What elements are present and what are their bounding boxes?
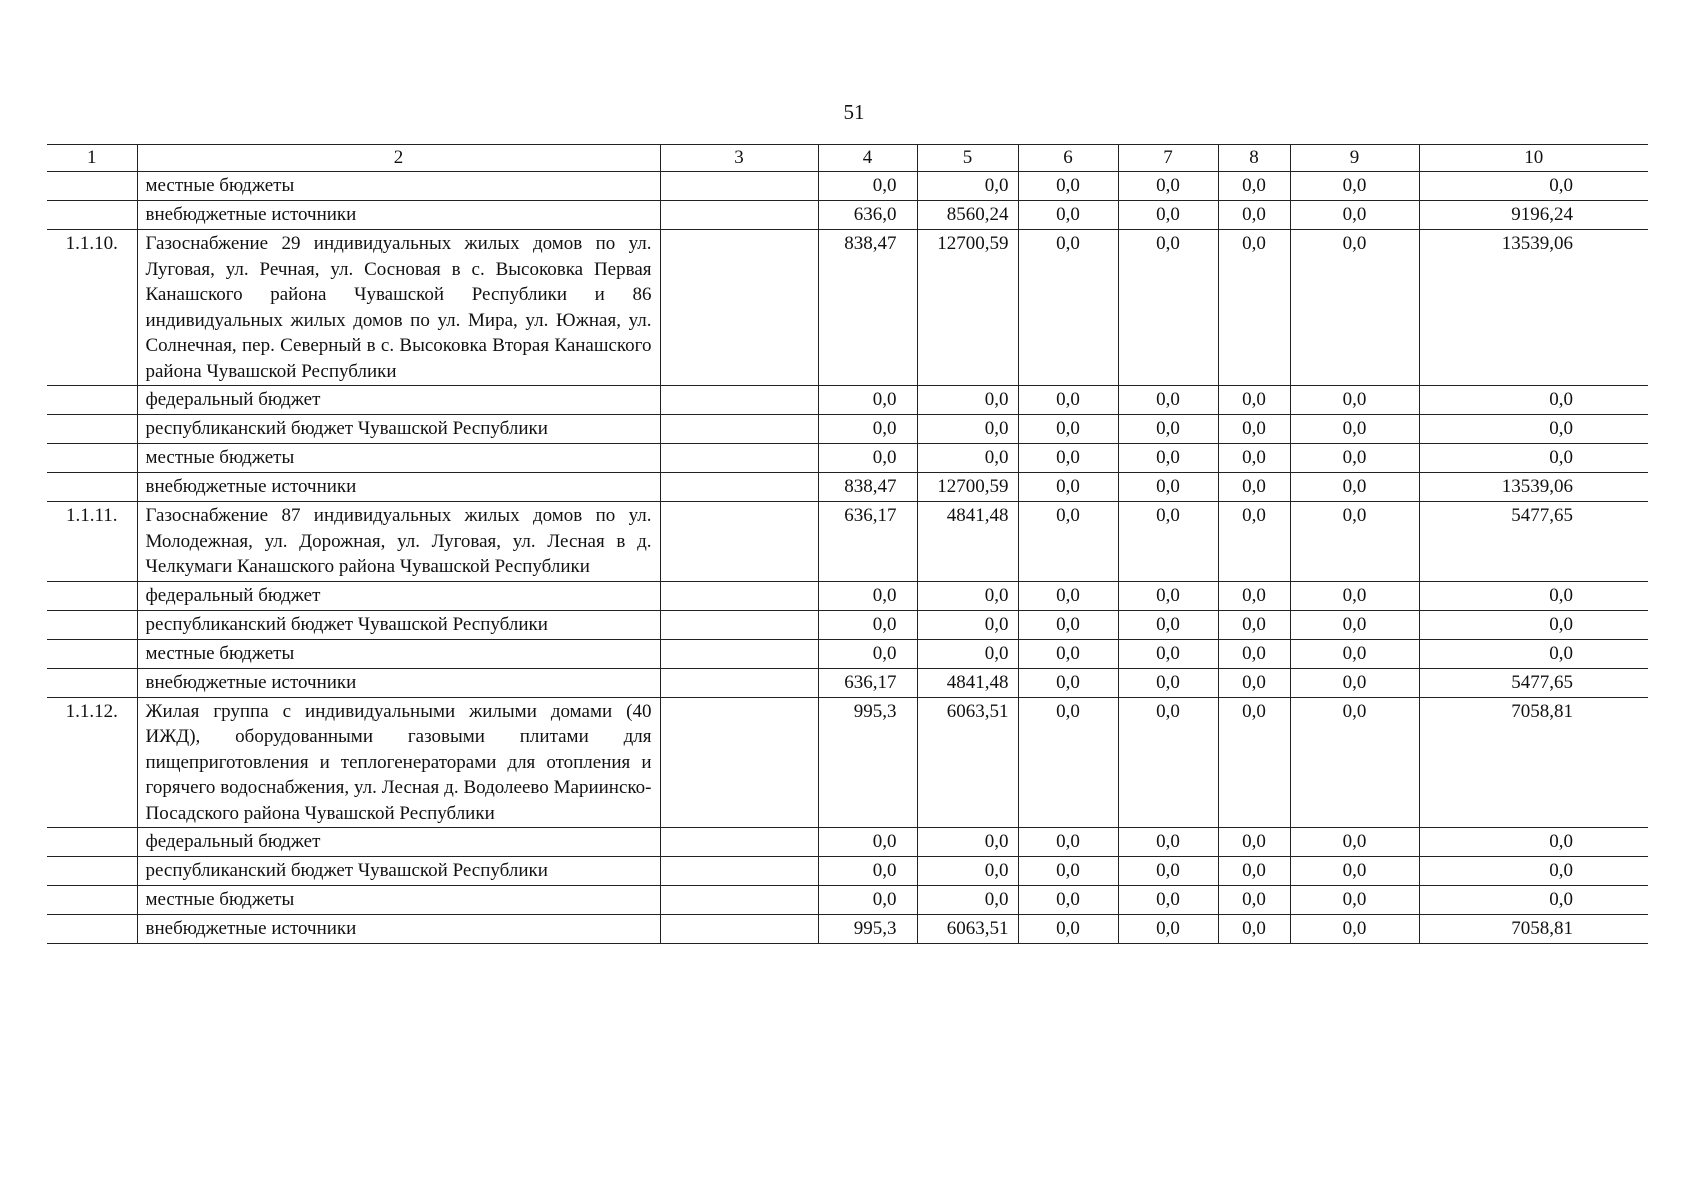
value-cell-col4: 0,0: [818, 639, 917, 668]
value-cell-col4: 636,17: [818, 668, 917, 697]
value-cell-col5: 6063,51: [917, 697, 1018, 828]
item-name-cell: местные бюджеты: [137, 172, 660, 201]
value-cell-col7: 0,0: [1118, 886, 1218, 915]
value-cell-col4: 0,0: [818, 886, 917, 915]
value-cell-col10: 0,0: [1419, 639, 1648, 668]
value-cell-col5: 0,0: [917, 581, 1018, 610]
item-number-cell: [47, 828, 137, 857]
value-cell-col8: 0,0: [1218, 915, 1290, 944]
col3-cell: [660, 444, 818, 473]
value-cell-col5: 0,0: [917, 172, 1018, 201]
item-name-cell: республиканский бюджет Чувашской Республики: [137, 610, 660, 639]
table-row-source: [47, 639, 1648, 668]
col3-cell: [660, 415, 818, 444]
value-cell-col6: 0,0: [1018, 639, 1118, 668]
value-cell-col7: 0,0: [1118, 697, 1218, 828]
value-cell-col10: 7058,81: [1419, 915, 1648, 944]
item-number-cell: [47, 386, 137, 415]
item-name-cell: федеральный бюджет: [137, 386, 660, 415]
item-name-cell: местные бюджеты: [137, 639, 660, 668]
value-cell-col4: 0,0: [818, 444, 917, 473]
value-cell-col6: 0,0: [1018, 610, 1118, 639]
value-cell-col9: 0,0: [1290, 697, 1419, 828]
item-number-cell: 1.1.10.: [47, 230, 137, 386]
item-name-cell: местные бюджеты: [137, 444, 660, 473]
value-cell-col7: 0,0: [1118, 610, 1218, 639]
value-cell-col4: 838,47: [818, 230, 917, 386]
item-name-cell: Газоснабжение 87 индивидуальных жилых домов по ул. Молодежная, ул. Дорожная, ул. Луговая, ул. Лесная в д. Челкумаги Канашского района Чувашской Республики: [137, 502, 660, 582]
item-number-cell: [47, 886, 137, 915]
value-cell-col5: 0,0: [917, 857, 1018, 886]
item-number-cell: [47, 581, 137, 610]
item-number-cell: [47, 172, 137, 201]
item-name-cell: внебюджетные источники: [137, 473, 660, 502]
value-cell-col7: 0,0: [1118, 444, 1218, 473]
value-cell-col5: 4841,48: [917, 668, 1018, 697]
header-cell-1: 1: [47, 145, 137, 172]
value-cell-col9: 0,0: [1290, 886, 1419, 915]
value-cell-col6: 0,0: [1018, 230, 1118, 386]
value-cell-col6: 0,0: [1018, 697, 1118, 828]
item-name-cell: внебюджетные источники: [137, 201, 660, 230]
value-cell-col10: 0,0: [1419, 610, 1648, 639]
value-cell-col9: 0,0: [1290, 668, 1419, 697]
value-cell-col6: 0,0: [1018, 581, 1118, 610]
table-row-source: [47, 886, 1648, 915]
value-cell-col4: 636,0: [818, 201, 917, 230]
value-cell-col8: 0,0: [1218, 886, 1290, 915]
value-cell-col6: 0,0: [1018, 857, 1118, 886]
col3-cell: [660, 610, 818, 639]
col3-cell: [660, 828, 818, 857]
value-cell-col10: 0,0: [1419, 828, 1648, 857]
col3-cell: [660, 886, 818, 915]
value-cell-col9: 0,0: [1290, 915, 1419, 944]
value-cell-col10: 13539,06: [1419, 473, 1648, 502]
col3-cell: [660, 697, 818, 828]
col3-cell: [660, 915, 818, 944]
item-number-cell: [47, 857, 137, 886]
value-cell-col6: 0,0: [1018, 668, 1118, 697]
value-cell-col9: 0,0: [1290, 610, 1419, 639]
table-row-source: [47, 172, 1648, 201]
value-cell-col4: 0,0: [818, 415, 917, 444]
col3-cell: [660, 502, 818, 582]
value-cell-col9: 0,0: [1290, 201, 1419, 230]
value-cell-col8: 0,0: [1218, 502, 1290, 582]
header-cell-4: 4: [818, 145, 917, 172]
item-name-cell: Газоснабжение 29 индивидуальных жилых домов по ул. Луговая, ул. Речная, ул. Сосновая в с. Высоковка Первая Канашского района Чувашской Республики и 86 индивидуальных жилых домов по ул. Мира, ул. Южная, ул. Солнечная, пер. Северный в с. Высоковка Вторая Канашского района Чувашской Республики: [137, 230, 660, 386]
value-cell-col5: 0,0: [917, 610, 1018, 639]
value-cell-col10: 13539,06: [1419, 230, 1648, 386]
col3-cell: [660, 386, 818, 415]
value-cell-col5: 0,0: [917, 415, 1018, 444]
table-row-source: [47, 915, 1648, 944]
table-row-source: [47, 201, 1648, 230]
value-cell-col9: 0,0: [1290, 230, 1419, 386]
value-cell-col5: 8560,24: [917, 201, 1018, 230]
page-number: 51: [843, 100, 865, 124]
value-cell-col6: 0,0: [1018, 915, 1118, 944]
value-cell-col5: 4841,48: [917, 502, 1018, 582]
value-cell-col6: 0,0: [1018, 828, 1118, 857]
value-cell-col7: 0,0: [1118, 639, 1218, 668]
value-cell-col5: 0,0: [917, 386, 1018, 415]
value-cell-col4: 0,0: [818, 581, 917, 610]
value-cell-col8: 0,0: [1218, 473, 1290, 502]
col3-cell: [660, 172, 818, 201]
value-cell-col7: 0,0: [1118, 386, 1218, 415]
header-cell-7: 7: [1118, 145, 1218, 172]
value-cell-col7: 0,0: [1118, 201, 1218, 230]
value-cell-col4: 0,0: [818, 386, 917, 415]
value-cell-col10: 0,0: [1419, 857, 1648, 886]
header-cell-3: 3: [660, 145, 818, 172]
value-cell-col6: 0,0: [1018, 444, 1118, 473]
value-cell-col6: 0,0: [1018, 201, 1118, 230]
value-cell-col7: 0,0: [1118, 857, 1218, 886]
header-cell-6: 6: [1018, 145, 1118, 172]
value-cell-col9: 0,0: [1290, 473, 1419, 502]
item-name-cell: внебюджетные источники: [137, 915, 660, 944]
header-cell-5: 5: [917, 145, 1018, 172]
header-cell-10: 10: [1419, 145, 1648, 172]
value-cell-col10: 9196,24: [1419, 201, 1648, 230]
col3-cell: [660, 230, 818, 386]
table-row-source: [47, 610, 1648, 639]
col3-cell: [660, 668, 818, 697]
value-cell-col8: 0,0: [1218, 697, 1290, 828]
value-cell-col5: 0,0: [917, 444, 1018, 473]
value-cell-col5: 0,0: [917, 639, 1018, 668]
value-cell-col6: 0,0: [1018, 386, 1118, 415]
value-cell-col6: 0,0: [1018, 415, 1118, 444]
value-cell-col7: 0,0: [1118, 415, 1218, 444]
item-name-cell: республиканский бюджет Чувашской Республики: [137, 857, 660, 886]
item-number-cell: [47, 610, 137, 639]
value-cell-col4: 838,47: [818, 473, 917, 502]
value-cell-col8: 0,0: [1218, 415, 1290, 444]
value-cell-col4: 636,17: [818, 502, 917, 582]
item-name-cell: местные бюджеты: [137, 886, 660, 915]
value-cell-col10: 5477,65: [1419, 502, 1648, 582]
value-cell-col9: 0,0: [1290, 444, 1419, 473]
item-number-cell: 1.1.12.: [47, 697, 137, 828]
value-cell-col4: 0,0: [818, 857, 917, 886]
value-cell-col10: 0,0: [1419, 415, 1648, 444]
table-row-item: [47, 502, 1648, 582]
value-cell-col10: 0,0: [1419, 172, 1648, 201]
value-cell-col10: 7058,81: [1419, 697, 1648, 828]
value-cell-col7: 0,0: [1118, 581, 1218, 610]
item-number-cell: [47, 639, 137, 668]
value-cell-col8: 0,0: [1218, 610, 1290, 639]
item-name-cell: федеральный бюджет: [137, 581, 660, 610]
column-number-row: [47, 145, 1648, 172]
value-cell-col6: 0,0: [1018, 172, 1118, 201]
value-cell-col8: 0,0: [1218, 857, 1290, 886]
value-cell-col9: 0,0: [1290, 502, 1419, 582]
table-row-source: [47, 668, 1648, 697]
table-row-source: [47, 444, 1648, 473]
item-number-cell: [47, 444, 137, 473]
col3-cell: [660, 201, 818, 230]
table-row-source: [47, 857, 1648, 886]
value-cell-col9: 0,0: [1290, 172, 1419, 201]
item-number-cell: [47, 915, 137, 944]
value-cell-col7: 0,0: [1118, 230, 1218, 386]
value-cell-col4: 0,0: [818, 610, 917, 639]
item-name-cell: внебюджетные источники: [137, 668, 660, 697]
value-cell-col5: 0,0: [917, 886, 1018, 915]
value-cell-col8: 0,0: [1218, 828, 1290, 857]
value-cell-col8: 0,0: [1218, 639, 1290, 668]
item-number-cell: [47, 668, 137, 697]
item-name-cell: Жилая группа с индивидуальными жилыми домами (40 ИЖД), оборудованными газовыми плитами для пищеприготовления и теплогенераторами для отопления и горячего водоснабжения, ул. Лесная д. Водолеево Мариинско-Посадского района Чувашской Республики: [137, 697, 660, 828]
value-cell-col9: 0,0: [1290, 828, 1419, 857]
value-cell-col8: 0,0: [1218, 172, 1290, 201]
value-cell-col5: 0,0: [917, 828, 1018, 857]
value-cell-col6: 0,0: [1018, 886, 1118, 915]
value-cell-col8: 0,0: [1218, 230, 1290, 386]
value-cell-col5: 6063,51: [917, 915, 1018, 944]
value-cell-col10: 0,0: [1419, 581, 1648, 610]
item-number-cell: 1.1.11.: [47, 502, 137, 582]
value-cell-col9: 0,0: [1290, 639, 1419, 668]
value-cell-col8: 0,0: [1218, 444, 1290, 473]
value-cell-col9: 0,0: [1290, 857, 1419, 886]
value-cell-col5: 12700,59: [917, 230, 1018, 386]
table-row-source: [47, 415, 1648, 444]
value-cell-col5: 12700,59: [917, 473, 1018, 502]
value-cell-col10: 0,0: [1419, 886, 1648, 915]
table-row-source: [47, 473, 1648, 502]
header-cell-2: 2: [137, 145, 660, 172]
header-cell-9: 9: [1290, 145, 1419, 172]
value-cell-col7: 0,0: [1118, 915, 1218, 944]
value-cell-col6: 0,0: [1018, 473, 1118, 502]
value-cell-col7: 0,0: [1118, 828, 1218, 857]
table-row-item: [47, 230, 1648, 386]
value-cell-col9: 0,0: [1290, 415, 1419, 444]
item-number-cell: [47, 415, 137, 444]
table-body: [47, 145, 1648, 944]
table-row-source: [47, 581, 1648, 610]
table-row-item: [47, 697, 1648, 828]
value-cell-col8: 0,0: [1218, 668, 1290, 697]
value-cell-col7: 0,0: [1118, 172, 1218, 201]
value-cell-col10: 5477,65: [1419, 668, 1648, 697]
item-number-cell: [47, 473, 137, 502]
table-row-source: [47, 828, 1648, 857]
item-number-cell: [47, 201, 137, 230]
value-cell-col9: 0,0: [1290, 581, 1419, 610]
col3-cell: [660, 639, 818, 668]
value-cell-col6: 0,0: [1018, 502, 1118, 582]
value-cell-col8: 0,0: [1218, 201, 1290, 230]
value-cell-col9: 0,0: [1290, 386, 1419, 415]
value-cell-col4: 995,3: [818, 697, 917, 828]
value-cell-col7: 0,0: [1118, 473, 1218, 502]
table-row-source: [47, 386, 1648, 415]
item-name-cell: федеральный бюджет: [137, 828, 660, 857]
col3-cell: [660, 857, 818, 886]
header-cell-8: 8: [1218, 145, 1290, 172]
value-cell-col7: 0,0: [1118, 502, 1218, 582]
value-cell-col4: 0,0: [818, 828, 917, 857]
value-cell-col8: 0,0: [1218, 386, 1290, 415]
value-cell-col8: 0,0: [1218, 581, 1290, 610]
value-cell-col4: 0,0: [818, 172, 917, 201]
budget-table: [47, 144, 1648, 944]
value-cell-col4: 995,3: [818, 915, 917, 944]
col3-cell: [660, 473, 818, 502]
value-cell-col10: 0,0: [1419, 444, 1648, 473]
col3-cell: [660, 581, 818, 610]
value-cell-col7: 0,0: [1118, 668, 1218, 697]
item-name-cell: республиканский бюджет Чувашской Республики: [137, 415, 660, 444]
value-cell-col10: 0,0: [1419, 386, 1648, 415]
